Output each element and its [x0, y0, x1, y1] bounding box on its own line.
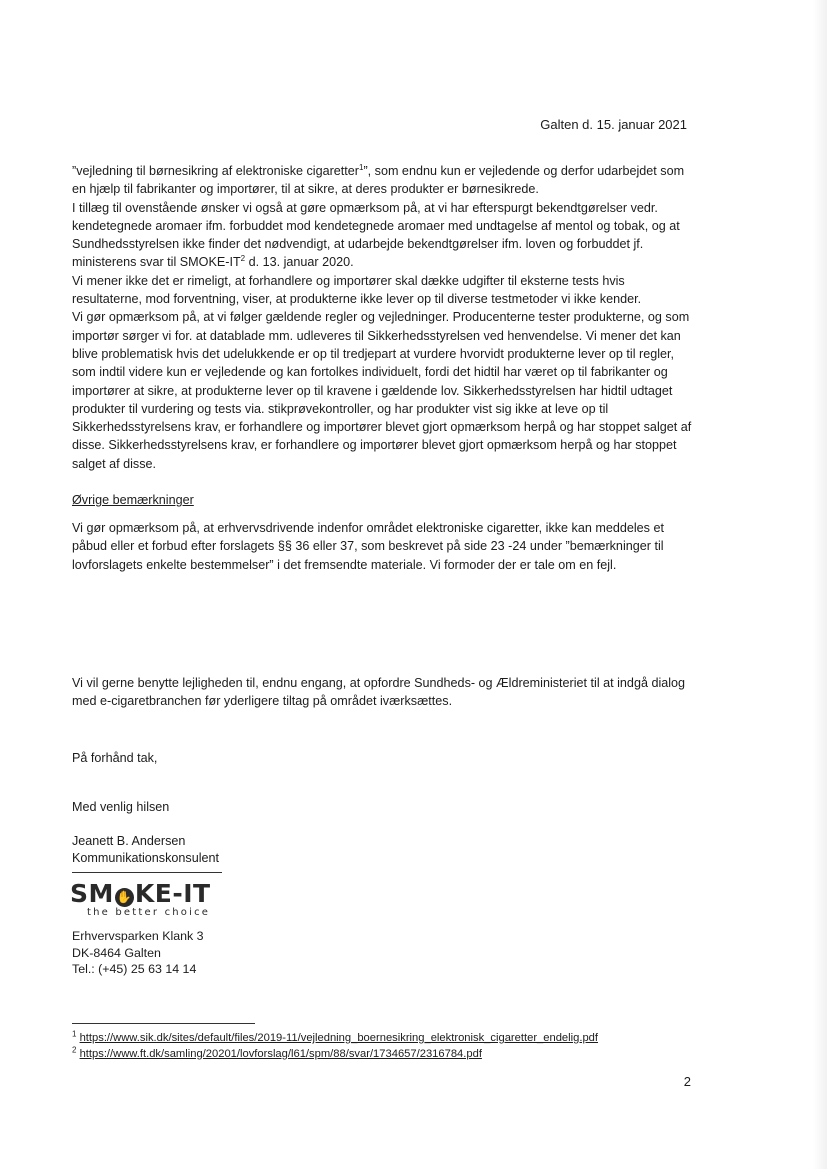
footnote-ref-1[interactable]: 1 — [359, 162, 364, 172]
text-span: I tillæg til ovenstående ønsker vi også at gøre opmærksom på, at vi har efterspurgt bekendtgørelser vedr. kendetegnede aromaer ifm. forbuddet mod kendetegnede aromaer med undtagelse af mentol og tobak, og at Sundhedsstyrelsen ikke finder det nødvendigt, at udarbejde bekendtgørelser ifm. loven og forbuddet jf. ministerens svar til SMOKE-IT — [72, 200, 680, 270]
date-line: Galten d. 15. januar 2021 — [540, 117, 687, 132]
logo-text-part1: SM — [70, 879, 114, 908]
body-paragraph-1 — [72, 162, 692, 199]
text-span: ”vejledning til børnesikring af elektroniske cigaretter — [72, 164, 359, 178]
signer-name: Jeanett B. Andersen — [72, 834, 186, 848]
logo-tagline: the better choice — [87, 907, 211, 918]
body-paragraph-3: Vi mener ikke det er rimeligt, at forhandlere og importører skal dække udgifter til eksterne tests hvis resultaterne, mod forventning, viser, at produkterne ikke lever op til diverse testmetoder vi ikke kender. — [72, 273, 642, 307]
footnote-ref-2[interactable]: 2 — [240, 254, 246, 264]
scan-edge-shadow — [813, 0, 827, 1169]
remarks-paragraph: Vi gør opmærksom på, at erhvervsdrivende indenfor området elektroniske cigaretter, ikke kan meddeles et påbud eller et forbud efter forslagets §§ 36 eller 37, som beskrevet på side 23 -24 under ”bemærkninger til lovforslagets enkelte bestemmelser” i det fremsendte materiale. Vi formoder der er tale om en fejl. — [72, 521, 664, 572]
footnote-number: 1 — [72, 1029, 77, 1039]
section-heading: Øvrige bemærkninger — [72, 493, 194, 507]
page-number: 2 — [683, 1074, 691, 1089]
footnotes — [72, 1031, 598, 1062]
body-paragraph-2 — [72, 199, 692, 272]
stop-hand-icon: ✋ — [115, 888, 134, 907]
footnote-link-2[interactable]: https://www.ft.dk/samling/20201/lovforslag/l61/spm/88/svar/1734657/2316784.pdf — [79, 1047, 482, 1060]
address-street: Erhvervsparken Klank 3 — [72, 929, 204, 943]
text-span: d. 13. januar 2020. — [245, 255, 354, 270]
text-span: ”, som endnu kun er vejledende og derfor udarbejdet som en hjælp til fabrikanter og importører, til at sikre, at deres produkter er børnesikrede. — [72, 164, 685, 197]
regards-line: Med venlig hilsen — [72, 800, 170, 814]
footnote-number: 2 — [72, 1044, 77, 1054]
signer-title: Kommunikationskonsulent — [72, 851, 220, 865]
footnote-link-1[interactable]: https://www.sik.dk/sites/default/files/2019-11/vejledning_boernesikring_elektronisk_cigaretter_endelig.pdf — [79, 1032, 599, 1044]
company-logo — [70, 880, 230, 918]
body-paragraph-4: Vi gør opmærksom på, at vi følger gældende regler og vejledninger. Producenterne tester produkterne, og som importør sørger vi for. at datablade mm. udleveres til Sikkerhedsstyrelsen ved henvendelse. Vi mener det kan blive problematisk hvis det udelukkende er op til tredjepart at vurdere hvorvidt produkterne lever op til regler, som indtil videre kun er vejledende og kan fortolkes individuelt, fordi det hidtil har været op til fabrikanter og importører at sikre, at produkterne lever op til kravene i gældende lov. Sikkerhedsstyrelsen har hidtil udtaget produkter til vurdering og tests via. stikprøvekontroller, og har produkter vist sig ikke at leve op til Sikkerhedsstyrelsens krav, er forhandlere og importører blevet gjort opmærksom herpå og har stoppet salget af disse. Sikkerhedsstyrelsens krav, er forhandlere og importører blevet gjort opmærksom herpå og har stoppet salget af disse. — [72, 310, 692, 471]
signature-block — [72, 833, 219, 867]
address-phone: Tel.: (+45) 25 63 14 14 — [72, 962, 197, 976]
signature-divider — [72, 872, 222, 873]
address-city: DK-8464 Galten — [72, 945, 161, 960]
footnote-1 — [72, 1031, 598, 1047]
logo-text-part2: KE-IT — [134, 879, 211, 908]
main-body — [72, 162, 692, 473]
address-block — [72, 928, 204, 978]
footnote-divider — [72, 1023, 255, 1024]
thanks-line: På forhånd tak, — [72, 751, 158, 765]
logo-wordmark — [70, 880, 230, 908]
closing-paragraph: Vi vil gerne benytte lejligheden til, endnu engang, at opfordre Sundheds- og Ældreministeriet til at indgå dialog med e-cigaretbranchen før yderligere tiltag på området iværksættes. — [72, 676, 686, 709]
footnote-2 — [72, 1044, 598, 1063]
